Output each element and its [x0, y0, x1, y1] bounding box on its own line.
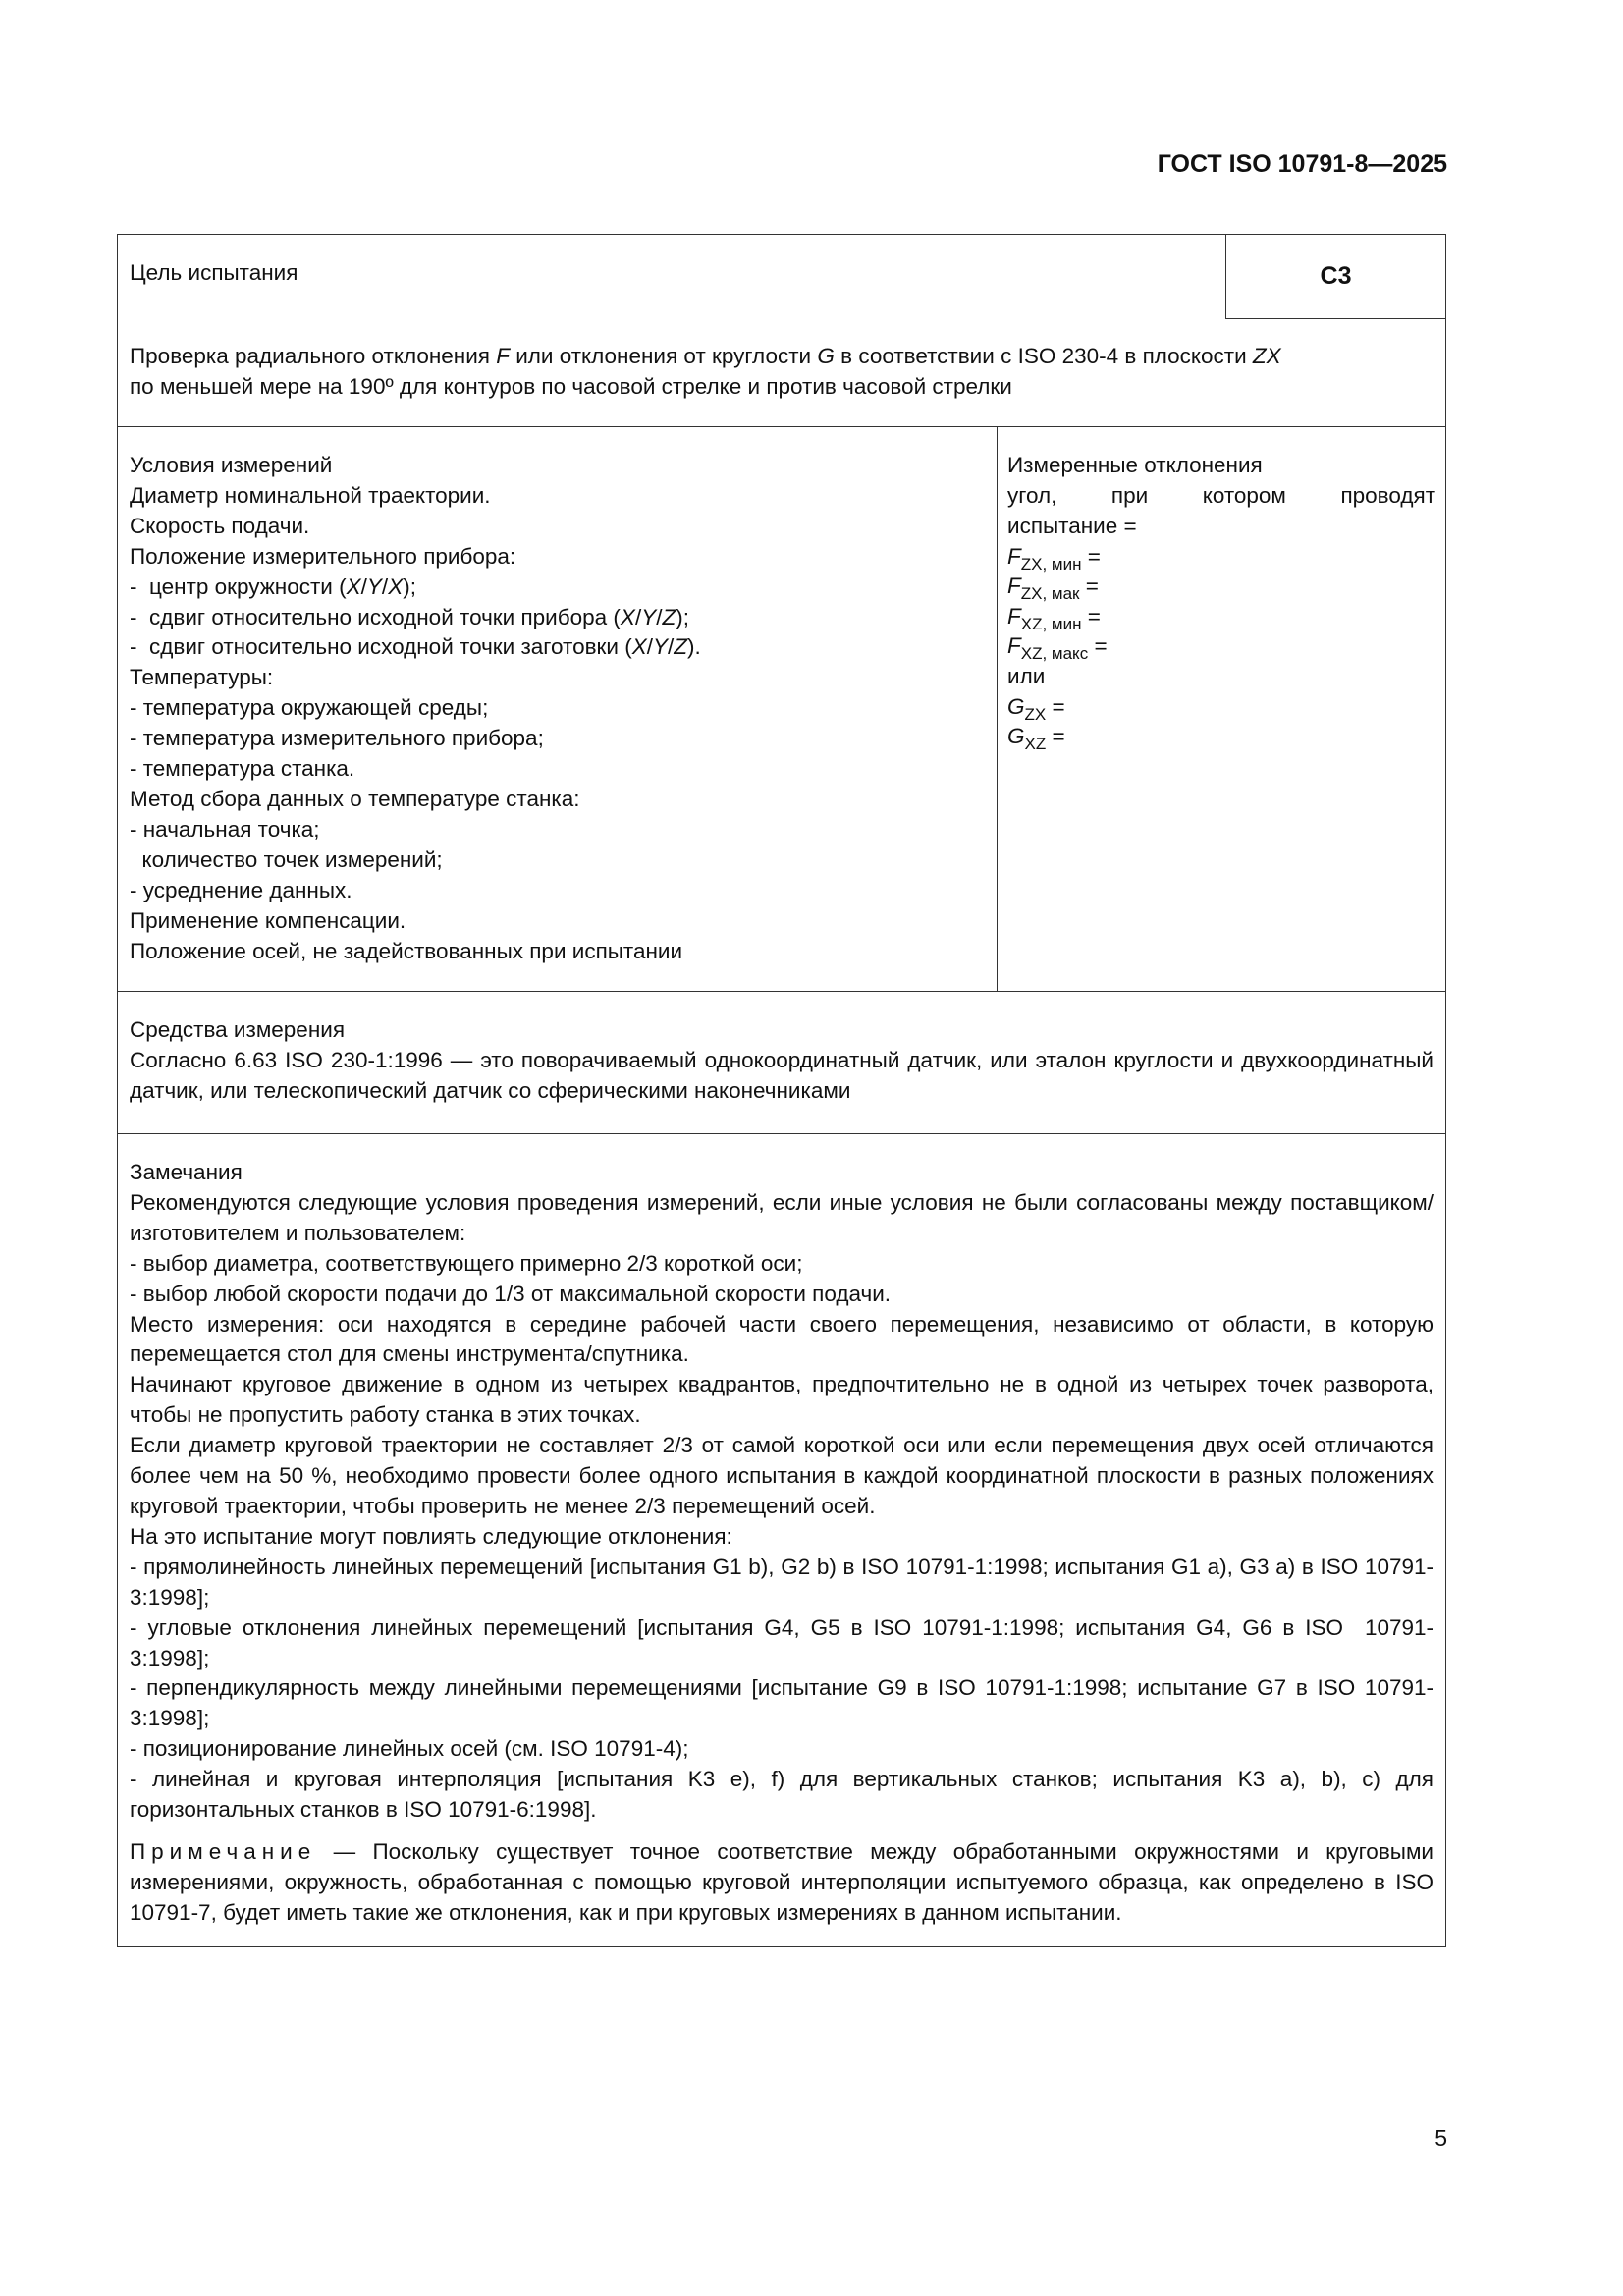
conditions-title: Условия измерений [130, 453, 333, 477]
remarks-paragraph: Место измерения: оси находятся в середине рабочей части своего перемещения, независимо от области, в которую перемещается стол для смены инструмента/спутника. [130, 1311, 1434, 1367]
remarks-paragraph: Если диаметр круговой траектории не составляет 2/3 от самой короткой оси или если перемещения двух осей отличаются более чем на 50 %, необходимо провести более одного испытания в каждой координатной плоскости в разных положениях круговой траектории, чтобы проверить не менее 2/3 перемещений осей. [130, 1433, 1434, 1518]
remarks-paragraph: - выбор любой скорости подачи до 1/3 от максимальной скорости подачи. [130, 1281, 892, 1306]
condition-line: Применение компенсации. [130, 907, 406, 933]
condition-line: - температура окружающей среды; [130, 695, 489, 721]
remarks-paragraph: Начинают круговое движение в одном из четырех квадрантов, предпочтительно не в одной из четырех точек разворота, чтобы не пропустить работу станка в этих точках. [130, 1372, 1434, 1428]
condition-line: Метод сбора данных о температуре станка: [130, 786, 580, 811]
condition-line: Диаметр номинальной траектории. [130, 482, 491, 508]
instruments-text: Согласно 6.63 ISO 230-1:1996 — это поворачиваемый однокоординатный датчик, или эталон круглости и двухкоординатный датчик, или телескопический датчик со сферическими наконечниками [130, 1047, 1434, 1103]
formula-f-xz-min: $F_{XZ, мин}$ = [1007, 603, 1101, 633]
remarks-paragraph: - выбор диаметра, соответствующего примерно 2/3 короткой оси; [130, 1250, 803, 1276]
test-code: C3 [1225, 235, 1445, 319]
instruments-row [118, 992, 1445, 1134]
instruments-title: Средства измерения [130, 1017, 346, 1042]
remarks-paragraph: - позиционирование линейных осей (см. ISO 10791-4); [130, 1736, 689, 1762]
purpose-text-row [118, 318, 1445, 427]
purpose-row [118, 235, 1445, 319]
remarks-paragraph: - прямолинейность линейных перемещений [испытания G1 b), G2 b) в ISO 10791-1:1998; испытания G1 a), G3 a) в ISO 10791-3:1998]; [130, 1554, 1434, 1610]
or-label: или [1007, 663, 1046, 688]
remarks-paragraph: На это испытание могут повлиять следующие отклонения: [130, 1523, 732, 1549]
condition-line: - температура измерительного прибора; [130, 726, 544, 751]
document-header: ГОСТ ISO 10791-8—2025 [1157, 150, 1447, 178]
purpose-text [130, 318, 1434, 403]
page-number: 5 [1434, 2125, 1447, 2151]
remarks-paragraph: - линейная и круговая интерполяция [испытания K3 e), f) для вертикальных станков; испытания K3 a), b), c) для горизонтальных станков в ISO 10791-6:1998]. [130, 1767, 1434, 1823]
condition-line: - температура станка. [130, 756, 355, 782]
condition-line: Положение осей, не задействованных при испытании [130, 938, 683, 963]
condition-line: Положение измерительного прибора: [130, 543, 516, 569]
condition-line: - усреднение данных. [130, 877, 352, 902]
formula-g-zx: $G_{ZX}$ = [1007, 693, 1065, 724]
remarks-paragraph: Рекомендуются следующие условия проведения измерений, если иные условия не были согласованы между поставщиком/изготовителем и пользователем: [130, 1189, 1434, 1245]
remarks-title: Замечания [130, 1160, 243, 1184]
note-text: — Поскольку существует точное соответствие между обработанными окружностями и круговыми измерениями, окружность, обработанная с помощью круговой интерполяции испытуемого образца, как определено в ISO 10791-7, будет иметь такие же отклонения, как и при круговых измерениях в данном испытании. [130, 1838, 1434, 1925]
condition-line: количество точек измерений; [130, 847, 443, 872]
measurement-conditions [118, 427, 998, 991]
remarks-row [118, 1134, 1445, 1946]
deviations-title: Измеренные отклонения [1007, 453, 1263, 477]
condition-line: - центр окружности (X/Y/X); [130, 574, 416, 599]
angle-line-1: угол, при котором проводят [1007, 482, 1435, 508]
formula-g-xz: $G_{XZ}$ = [1007, 724, 1065, 754]
condition-line: Температуры: [130, 665, 274, 690]
remarks-paragraph: - угловые отклонения линейных перемещений [испытания G4, G5 в ISO 10791-1:1998; испытания G4, G6 в ISO 10791-3:1998]; [130, 1614, 1434, 1670]
condition-line: Скорость подачи. [130, 513, 310, 538]
condition-line: - начальная точка; [130, 816, 320, 842]
condition-line: - сдвиг относительно исходной точки заготовки (X/Y/Z). [130, 634, 701, 660]
measured-deviations [998, 427, 1445, 991]
formula-f-zx-min: $F_{ZX, мин}$ = [1007, 543, 1101, 574]
angle-line-2: испытание = [1007, 513, 1137, 538]
note [130, 1837, 1434, 1929]
formula-f-xz-max: $F_{XZ, макс}$ = [1007, 633, 1108, 664]
purpose-line-1: Проверка радиального отклонения F или отклонения от круглости G в соответствии с ISO 230-4 в плоскости ZX [130, 344, 1281, 368]
purpose-line-2: по меньшей мере на 190º для контуров по часовой стрелке и против часовой стрелки [130, 373, 1012, 399]
test-table [117, 234, 1446, 1947]
formula-f-zx-max: $F_{ZX, мак}$ = [1007, 574, 1099, 604]
purpose-label: Цель испытания [130, 260, 298, 285]
condition-line: - сдвиг относительно исходной точки прибора (X/Y/Z); [130, 604, 689, 629]
note-label: Примечание [130, 1838, 317, 1864]
conditions-row [118, 427, 1445, 992]
remarks-paragraph: - перпендикулярность между линейными перемещениями [испытание G9 в ISO 10791-1:1998; испытание G7 в ISO 10791-3:1998]; [130, 1675, 1434, 1731]
